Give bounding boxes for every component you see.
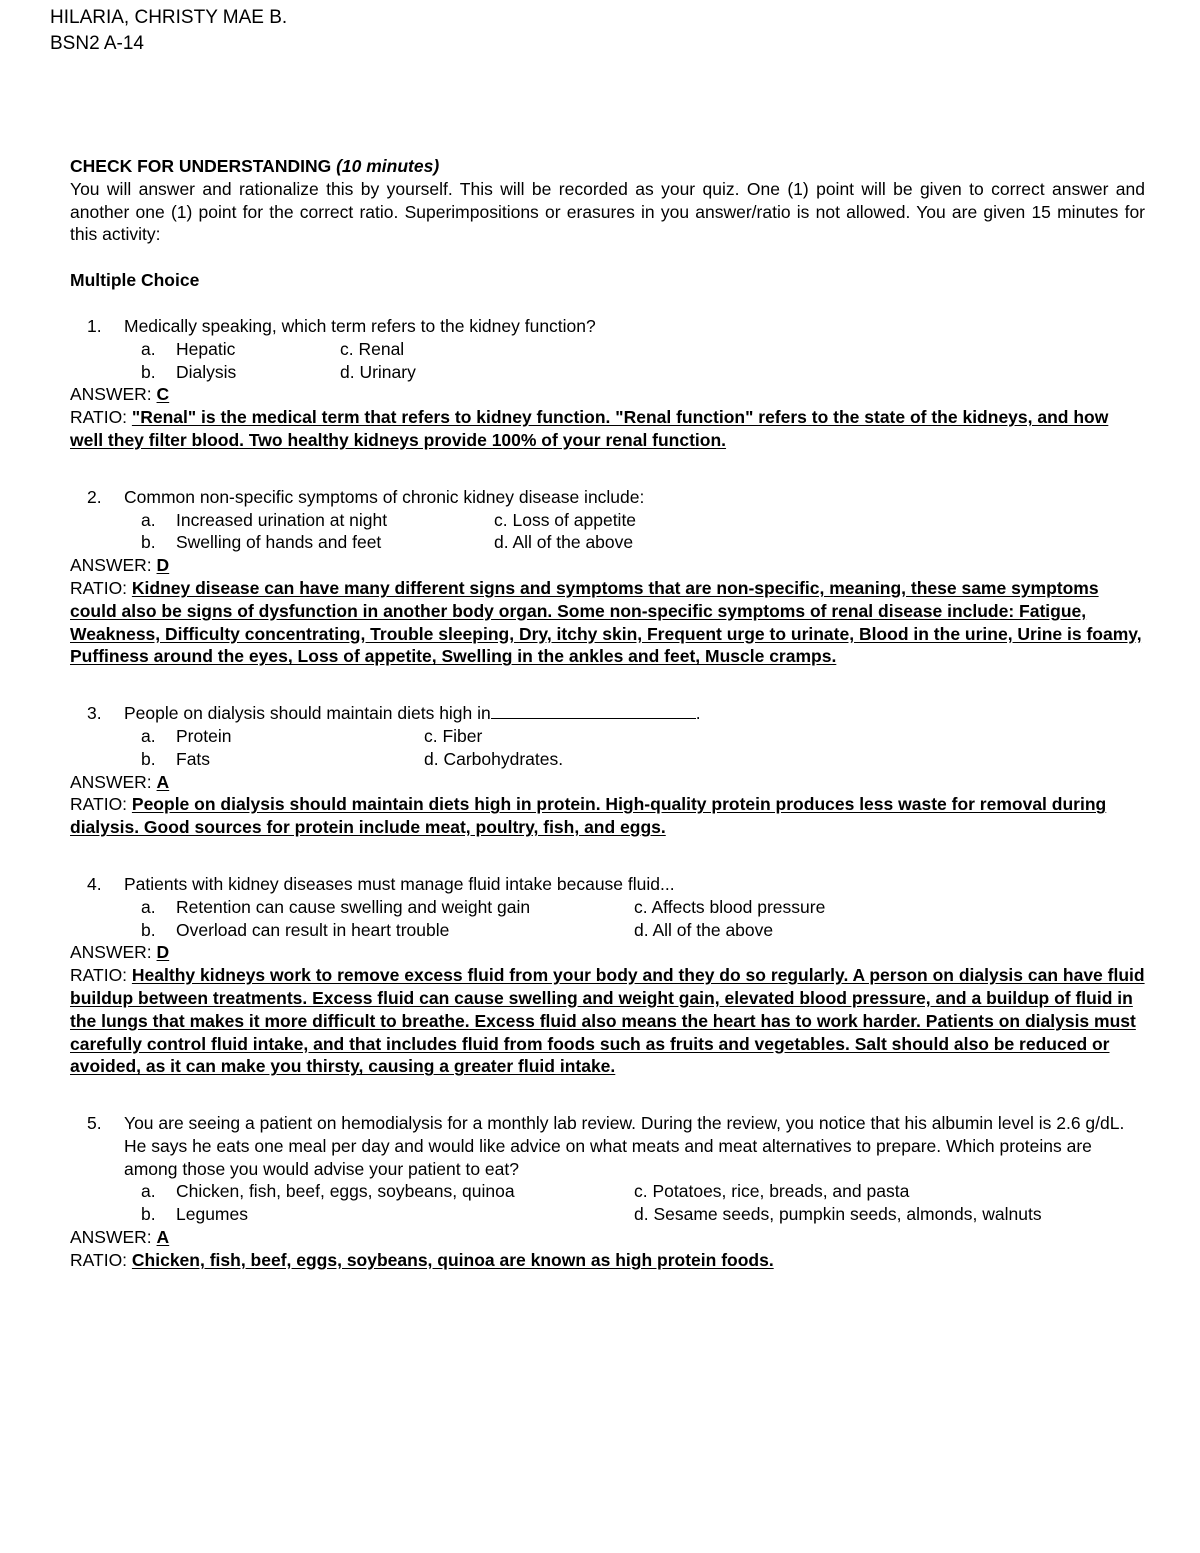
option-row bbox=[70, 1180, 1145, 1203]
question-text: You are seeing a patient on hemodialysis for a monthly lab review. During the review, you notice that his albumin level is 2.6 g/dL. He says he eats one meal per day and would like advice on what meats and meat alternatives to prepare. Which proteins are among those you would advise your patient to eat? bbox=[124, 1113, 1125, 1179]
answer-label: ANSWER: bbox=[70, 384, 157, 405]
option-text-right: d. Sesame seeds, pumpkin seeds, almonds, walnuts bbox=[634, 1204, 1042, 1225]
option-letter: b. bbox=[141, 748, 156, 769]
option-letter: a. bbox=[141, 1181, 156, 1202]
option-text: Increased urination at night bbox=[176, 509, 388, 530]
option-text: Hepatic bbox=[176, 338, 236, 359]
ratio-line bbox=[70, 1249, 1145, 1272]
answer-value: A bbox=[156, 1227, 170, 1248]
ratio-label: RATIO: bbox=[70, 1249, 132, 1270]
ratio-text: Kidney disease can have many different signs and symptoms that are non-specific, meaning, these same symptoms could also be signs of dysfunction in another body organ. Some non-specific symptoms of renal disease include: Fatigue, Weakness, Difficulty concentrating, Trouble sleeping, Dry, itchy skin, Frequent urge to urinate, Blood in the urine, Urine is foamy, Puffiness around the eyes, Loss of appetite, Swelling in the ankles and feet, Muscle cramps. bbox=[70, 577, 1142, 667]
option-text: Chicken, fish, beef, eggs, soybeans, quinoa bbox=[176, 1181, 515, 1202]
question-number: 5. bbox=[87, 1113, 102, 1134]
option-text-right: c. Fiber bbox=[424, 725, 483, 746]
answer-label: ANSWER: bbox=[70, 771, 157, 792]
ratio-line bbox=[70, 406, 1145, 452]
option-text: Overload can result in heart trouble bbox=[176, 919, 450, 940]
option-letter: b. bbox=[141, 532, 156, 553]
answer-label: ANSWER: bbox=[70, 555, 157, 576]
option-text-right: c. Renal bbox=[340, 338, 405, 359]
option-text: Dialysis bbox=[176, 361, 237, 382]
answer-value: D bbox=[156, 942, 170, 963]
question-number: 3. bbox=[87, 703, 102, 724]
question-5 bbox=[70, 1112, 1145, 1272]
answer-value: A bbox=[156, 771, 170, 792]
option-text: Legumes bbox=[176, 1204, 248, 1225]
ratio-line bbox=[70, 577, 1145, 668]
option-text-right: d. All of the above bbox=[494, 532, 634, 553]
option-row bbox=[70, 1203, 1145, 1226]
question-number: 2. bbox=[87, 486, 102, 507]
question-number: 1. bbox=[87, 315, 102, 336]
ratio-text: Healthy kidneys work to remove excess fluid from your body and they do so regularly. A person on dialysis can have fluid buildup between treatments. Excess fluid can cause swelling and weight gain, elevated blood pressure, and a buildup of fluid in the lungs that makes it more difficult to breathe. Excess fluid also means the heart has to work harder. Patients on dialysis must carefully control fluid intake, and that includes fluid from foods such as fruits and vegetables. Salt should also be reduced or avoided, as it can make you thirsty, causing a greater fluid intake. bbox=[70, 965, 1145, 1077]
ratio-label: RATIO: bbox=[70, 407, 132, 428]
answer-line bbox=[70, 1226, 1145, 1249]
option-row bbox=[70, 725, 1145, 748]
answer-line bbox=[70, 383, 1145, 406]
option-row bbox=[70, 361, 1145, 384]
ratio-text: People on dialysis should maintain diets high in protein. High-quality protein produces less waste for removal during dialysis. Good sources for protein include meat, poultry, fish, and eggs. bbox=[70, 794, 1107, 838]
ratio-label: RATIO: bbox=[70, 794, 132, 815]
answer-label: ANSWER: bbox=[70, 942, 157, 963]
page-title bbox=[70, 155, 1145, 178]
ratio-label: RATIO: bbox=[70, 577, 132, 598]
option-text-right: d. All of the above bbox=[634, 919, 774, 940]
document-body bbox=[70, 155, 1145, 1272]
option-letter: b. bbox=[141, 919, 156, 940]
answer-line bbox=[70, 771, 1145, 794]
student-header bbox=[50, 5, 287, 57]
question-4 bbox=[70, 873, 1145, 1078]
ratio-text: "Renal" is the medical term that refers to kidney function. "Renal function" refers to the state of the kidneys, and how well they filter blood. Two healthy kidneys provide 100% of your renal function. bbox=[70, 407, 1109, 450]
question-number: 4. bbox=[87, 873, 102, 894]
ratio-line bbox=[70, 964, 1145, 1078]
answer-line bbox=[70, 554, 1145, 577]
ratio-label: RATIO: bbox=[70, 965, 132, 986]
option-text-right: c. Potatoes, rice, breads, and pasta bbox=[634, 1181, 910, 1202]
option-text: Protein bbox=[176, 725, 232, 746]
ratio-text: Chicken, fish, beef, eggs, soybeans, quinoa are known as high protein foods. bbox=[131, 1249, 774, 1270]
ratio-line bbox=[70, 793, 1145, 839]
option-letter: b. bbox=[141, 361, 156, 382]
question-3 bbox=[70, 702, 1145, 839]
option-text: Retention can cause swelling and weight gain bbox=[176, 896, 531, 917]
option-text-right: d. Urinary bbox=[340, 361, 416, 382]
option-row bbox=[70, 531, 1145, 554]
option-letter: b. bbox=[141, 1204, 156, 1225]
title-main: CHECK FOR UNDERSTANDING bbox=[70, 156, 337, 176]
instructions: You will answer and rationalize this by yourself. This will be recorded as your quiz. One (1) point will be given to correct answer and another one (1) point for the correct ratio. Superimpositions or erasures in you answer/ratio is not allowed. You are given 15 minutes for this activity: bbox=[70, 178, 1145, 245]
fill-in-blank bbox=[491, 702, 696, 719]
option-row bbox=[70, 509, 1145, 532]
question-2 bbox=[70, 486, 1145, 668]
title-duration: (10 minutes) bbox=[336, 156, 440, 176]
question-text: Medically speaking, which term refers to the kidney function? bbox=[124, 315, 596, 336]
question-text: People on dialysis should maintain diets high in bbox=[124, 703, 491, 724]
answer-value: D bbox=[156, 555, 170, 576]
student-section: BSN2 A-14 bbox=[50, 33, 144, 54]
student-name: HILARIA, CHRISTY MAE B. bbox=[50, 7, 288, 28]
option-text-right: c. Affects blood pressure bbox=[634, 896, 826, 917]
option-row bbox=[70, 896, 1145, 919]
answer-label: ANSWER: bbox=[70, 1227, 157, 1248]
section-title: Multiple Choice bbox=[70, 270, 200, 291]
option-letter: a. bbox=[141, 509, 156, 530]
option-text-right: d. Carbohydrates. bbox=[424, 748, 564, 769]
option-letter: a. bbox=[141, 896, 156, 917]
option-letter: a. bbox=[141, 338, 156, 359]
option-letter: a. bbox=[141, 725, 156, 746]
option-text-right: c. Loss of appetite bbox=[494, 509, 637, 530]
option-row bbox=[70, 748, 1145, 771]
question-text-end: . bbox=[695, 703, 701, 724]
option-row bbox=[70, 919, 1145, 942]
answer-line bbox=[70, 941, 1145, 964]
option-row bbox=[70, 338, 1145, 361]
answer-value: C bbox=[156, 384, 170, 405]
question-1 bbox=[70, 315, 1145, 452]
question-text: Patients with kidney diseases must manage fluid intake because fluid... bbox=[124, 873, 675, 894]
option-text: Swelling of hands and feet bbox=[176, 532, 382, 553]
question-text: Common non-specific symptoms of chronic kidney disease include: bbox=[124, 486, 645, 507]
option-text: Fats bbox=[176, 748, 211, 769]
